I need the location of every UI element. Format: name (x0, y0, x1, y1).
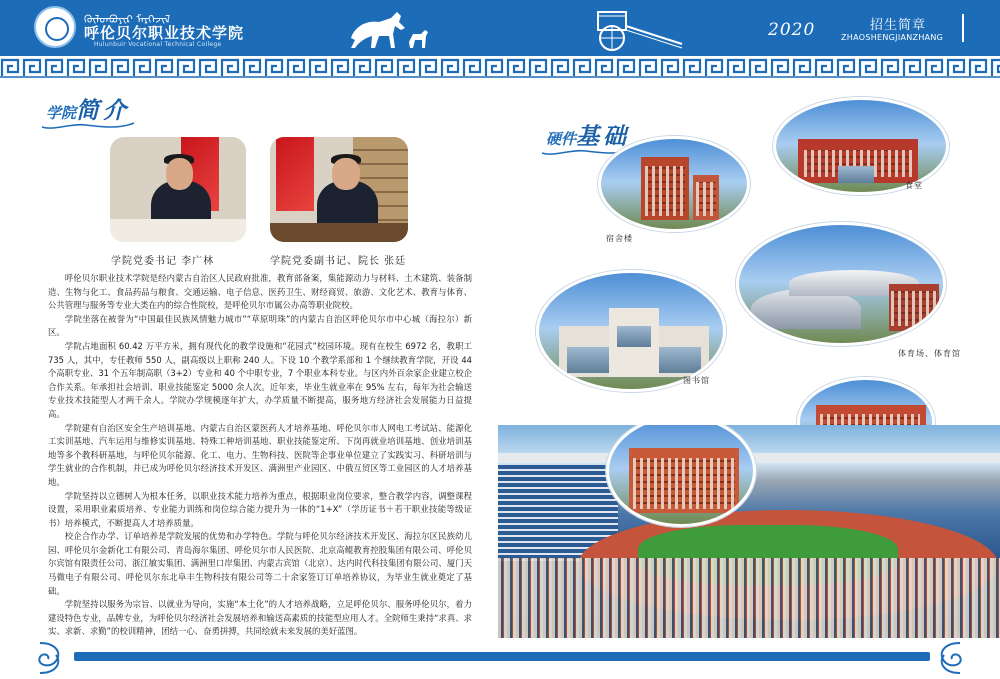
dormitory-photo (598, 136, 750, 232)
gate-building-photo (606, 425, 756, 527)
sports-meeting-photo (498, 425, 1000, 638)
school-logo-icon (34, 6, 76, 48)
stadium-gym-photo (736, 222, 946, 346)
header-band (0, 0, 1000, 56)
intro-body-text (48, 272, 472, 639)
party-secretary-photo (110, 137, 246, 242)
photo-caption-secretary: 学院党委书记 李广林 (111, 256, 215, 267)
title-underline-ornament (40, 117, 136, 131)
intro-paragraph: 学院坚持以立德树人为根本任务，以职业技术能力培养为重点，根据职业岗位要求，整合教学内容，调整课程设置，采用职业素质培养、专业能力训练和岗位综合能力提升为一体的“1+X”（学历证书＋若干职业技能等级证书）培养模式，不断提高人才培养质量。 (48, 490, 472, 528)
greek-key-border (0, 56, 1000, 78)
brochure-title: 招生简章 (870, 18, 927, 33)
footer-bar (74, 652, 930, 661)
intro-paragraph: 学院坚持以服务为宗旨、以就业为导向，实施“本土化”的人才培养战略，立足呼伦贝尔、服务呼伦贝尔，着力建设特色专业，品牌专业，为呼伦贝尔经济社会发展培养和输送高素质的技能型应用人才。全院师生秉持“求真、求实、求新、求勤”的校训精神，团结一心、奋勇拼搏，共同绘就未来发展的美好蓝图。 (48, 599, 472, 637)
dormitory-label: 宿舍楼 (606, 234, 633, 243)
cart-icon (588, 6, 684, 54)
facilities-title-big: 基础 (576, 123, 631, 150)
intro-title-small: 学院 (46, 104, 77, 122)
intro-paragraph: 学院占地面积 60.42 万平方米，拥有现代化的教学设施和“花园式”校园环境。现有在校生 6972 名，教职工 735 人，其中，专任教师 550 人，副高级以上职称 240 人。下设 10 个教学系部和 1 个继续教育学院，开设 44 个高职专业、31 个五年制高职（3+2）专业和 40 个中职专业，7 个职业本科专业。与区内外百余家企业建立校企合作关系。年承担社会培训、职业技能鉴定 5000 余人次。近年来，毕业生就业率在 95% 左右，每年为社会输送专业技术技能型人才两千余人。学院办学规模逐年扩大，办学质量不断提高，服务地方经济社会发展能力日益提高。 (48, 340, 472, 419)
mongolian-school-name: ᠬᠥᠯᠦᠨᠪᠤᠶᠢᠷ ᠮᠡᠷᠭᠡᠵᠢᠯ (84, 13, 171, 26)
library-label: 图书馆 (683, 376, 710, 385)
facilities-title-small: 硬件 (546, 130, 577, 148)
facilities-section-title (546, 118, 630, 151)
horse-icon (345, 8, 435, 52)
president-photo (270, 137, 408, 242)
intro-paragraph: 呼伦贝尔职业技术学院是经内蒙古自治区人民政府批准，教育部备案，集能源动力与材料、土木建筑、装备制造、生物与化工、食品药品与粮食、交通运输、电子信息、医药卫生、财经商贸、旅游、文化艺术、教育与体育、公共管理与服务等专业大类在内的综合性院校，是呼伦贝尔市属公办高等职业院校。 (48, 273, 472, 311)
intro-paragraph: 学院坐落在被誉为“中国最佳民族风情魅力城市”“草原明珠”的内蒙古自治区呼伦贝尔市中心城（海拉尔）新区。 (48, 313, 472, 338)
header-divider (962, 14, 964, 42)
school-name-cn: 呼伦贝尔职业技术学院 (84, 24, 245, 42)
library-photo (536, 270, 726, 392)
intro-paragraph: 校企合作办学、订单培养是学院发展的优势和办学特色。学院与呼伦贝尔经济技术开发区、海拉尔区民族幼儿园、呼伦贝尔金新化工有限公司、青岛海尔集团、呼伦贝尔市人民医院、北京高鲲教育控股集团有限公司、呼伦贝尔宾馆有限责任公司、浙江敏实集团、满洲里口岸集团、内蒙古宾馆（北京）、达内时代科技集团有限公司、厦门天马微电子有限公司、呼伦贝尔东北阜丰生物科技有限公司等二十余家签订订单培养协议，为毕业生就业奠定了基础。 (48, 531, 472, 596)
intro-paragraph: 学院建有自治区安全生产培训基地、内蒙古自治区蒙医药人才培养基地、呼伦贝尔市人网电工考试站、能源化工实训基地、汽车运用与维修实训基地、特殊工种培训基地、职业技能鉴定所、下岗再就业培训基地、创业培训基地等多个教科研基地，与呼伦贝尔能源、化工、电力、生物科技、医院等企事业单位建立了实践实习、科研培训与学生就业的合作机制，并已成为呼伦贝尔经济技术开发区、满洲里产业园区、中俄互贸区等工业园区的人才培养基地。 (48, 422, 472, 487)
year-label: 2020 (768, 20, 816, 40)
photo-caption-president: 学院党委副书记、院长 张廷 (270, 256, 407, 267)
school-name-en: Hulunbuir Vocational Technical College (94, 41, 222, 48)
intro-section-title (46, 92, 130, 125)
intro-title-big: 简介 (76, 97, 131, 124)
stadium-gym-label: 体育场、体育馆 (898, 349, 961, 358)
brochure-subtitle: ZHAOSHENGJIANZHANG (841, 33, 944, 42)
canteen-label: 食堂 (905, 181, 923, 190)
